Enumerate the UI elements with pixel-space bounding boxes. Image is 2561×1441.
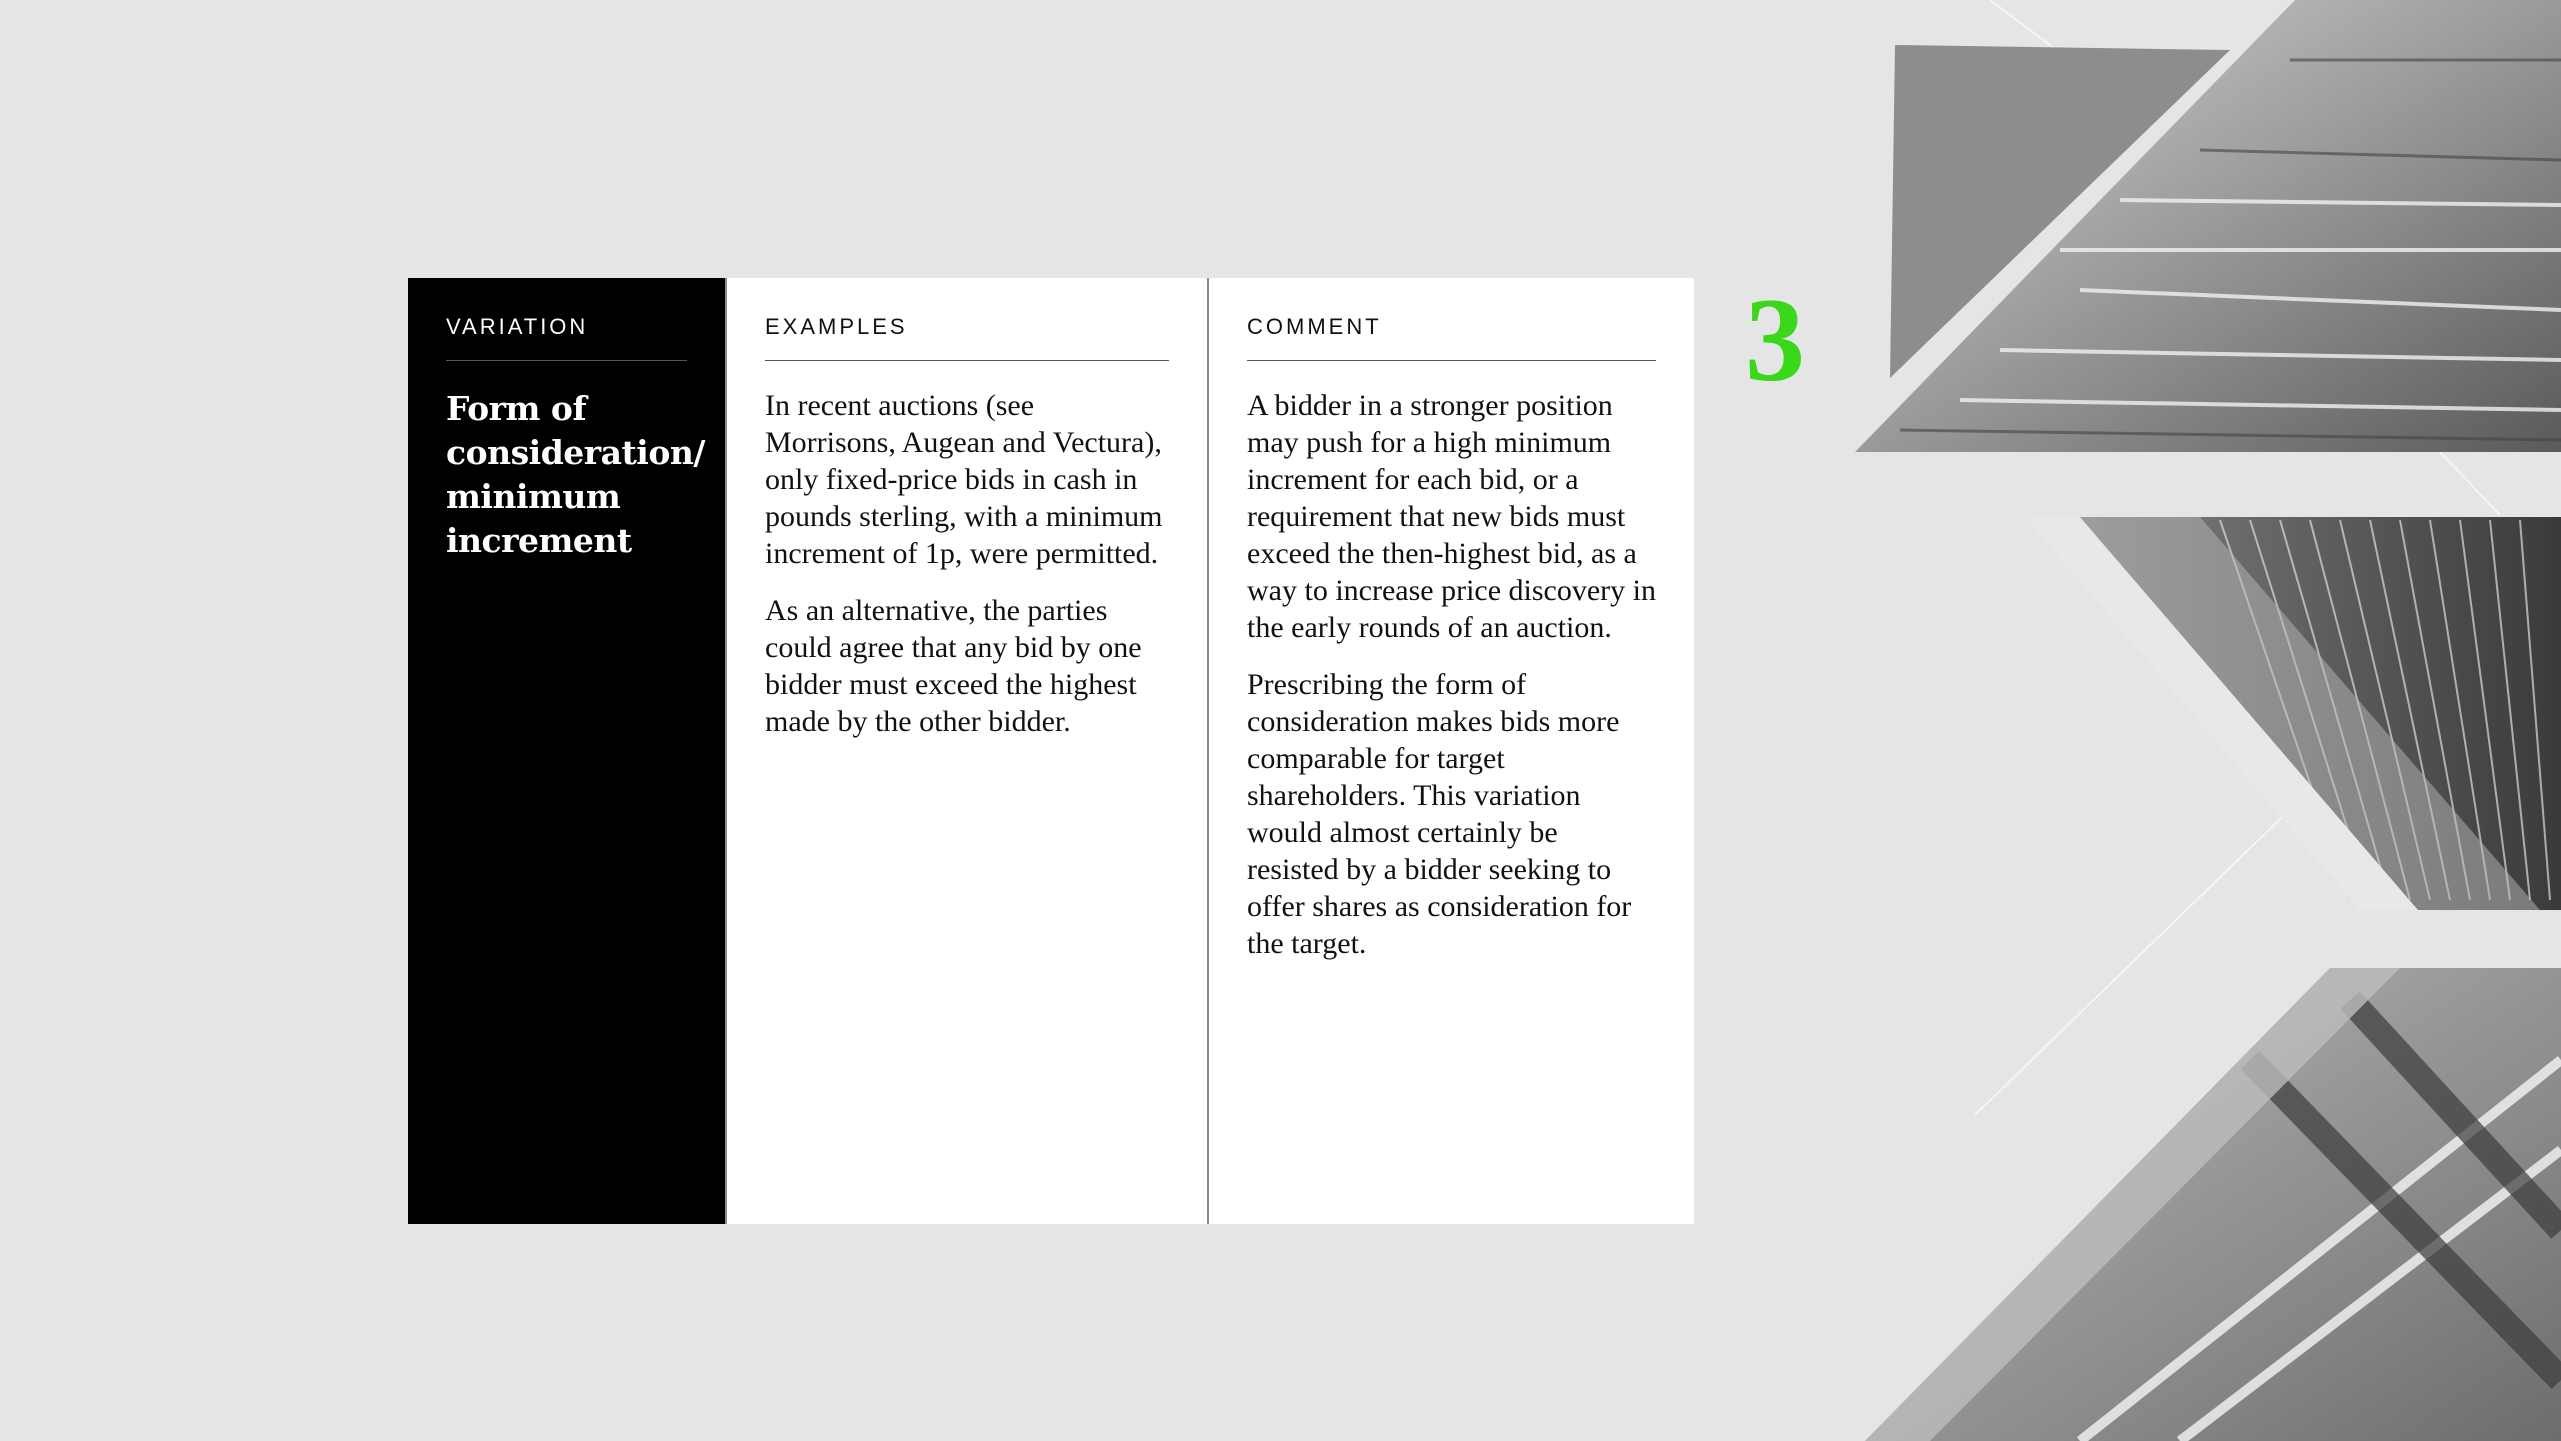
examples-column bbox=[725, 278, 1209, 1224]
comparison-table bbox=[408, 278, 1694, 1224]
examples-paragraph: As an alternative, the parties could agree that any bid by one bidder must exceed the highest made by the other bidder. bbox=[765, 594, 1142, 738]
comment-header: COMMENT bbox=[1247, 314, 1656, 361]
examples-header: EXAMPLES bbox=[765, 314, 1169, 361]
examples-paragraph: In recent auctions (see Morrisons, Augean and Vectura), only fixed-price bids in cash in pounds sterling, with a minimum increment of 1p, were permitted. bbox=[765, 389, 1163, 570]
variation-column bbox=[408, 278, 725, 1224]
comment-paragraph: A bidder in a stronger position may push for a high minimum increment for each bid, or a requirement that new bids must exceed the then-highest bid, as a way to increase price discovery in the early rounds of an auction. bbox=[1247, 389, 1656, 644]
variation-header: VARIATION bbox=[446, 314, 687, 361]
comment-column bbox=[1209, 278, 1694, 1224]
comment-paragraph: Prescribing the form of consideration makes bids more comparable for target shareholders. This variation would almost certainly be resisted by a bidder seeking to offer shares as consideration for the target. bbox=[1247, 668, 1632, 960]
slide-number: 3 bbox=[1745, 273, 1805, 406]
variation-title: Form of consideration/ minimum increment bbox=[446, 389, 705, 560]
